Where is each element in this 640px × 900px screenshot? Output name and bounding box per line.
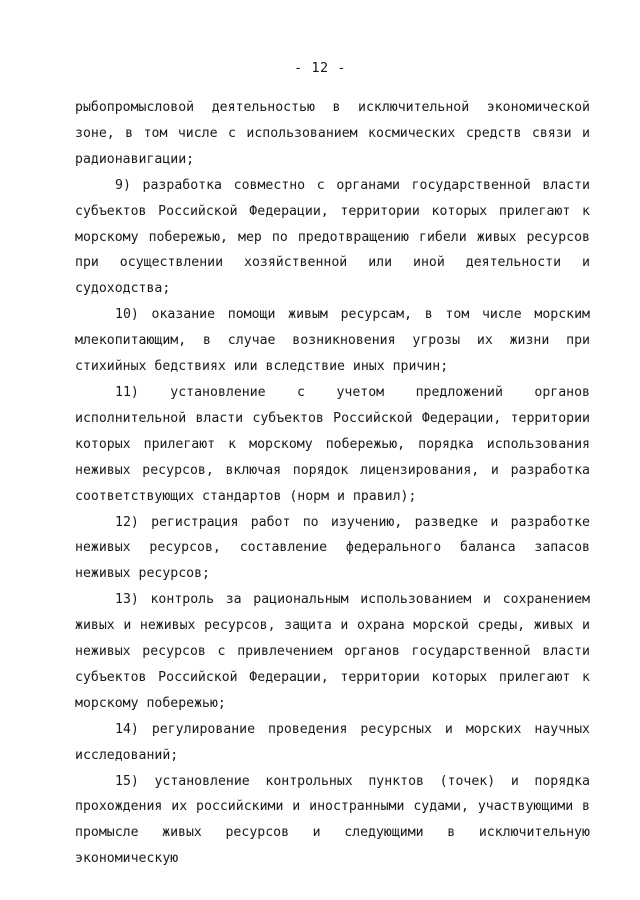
paragraph-item-9: 9) разработка совместно с органами государственной власти субъектов Российской Федерации, территории которых прилегают к морскому побережью, мер по предотвращению гибели живых ресурсов при осуществлении хозяйственной или иной деятельности и судоходства; [75, 177, 590, 297]
page-number: - 12 - [294, 60, 346, 76]
paragraph-item-14: 14) регулирование проведения ресурсных и морских научных исследований; [75, 721, 590, 763]
paragraph-continuation: рыбопромысловой деятельностью в исключительной экономической зоне, в том числе с использованием космических средств связи и радионавигации; [75, 100, 590, 167]
paragraph-item-15: 15) установление контрольных пунктов (точек) и порядка прохождения их российскими и иностранными судами, участвующими в промысле живых ресурсов и следующими в исключительную экономическую [75, 773, 590, 867]
document-body [75, 95, 590, 872]
paragraph-item-12: 12) регистрация работ по изучению, разведке и разработке неживых ресурсов, составление федерального баланса запасов неживых ресурсов; [75, 514, 590, 582]
paragraph-item-11: 11) установление с учетом предложений органов исполнительной власти субъектов Российской Федерации, территории которых прилегают к морскому побережью, порядка использования неживых ресурсов, включая порядок лицензирования, и разработка соответствующих стандартов (норм и правил); [75, 384, 590, 504]
paragraph-item-10: 10) оказание помощи живым ресурсам, в том числе морским млекопитающим, в случае возникновения угрозы их жизни при стихийных бедствиях или вследствие иных причин; [75, 307, 590, 375]
paragraph-item-13: 13) контроль за рациональным использованием и сохранением живых и неживых ресурсов, защита и охрана морской среды, живых и неживых ресурсов с привлечением органов государственной власти субъектов Российской Федерации, территории которых прилегают к морскому побережью; [75, 592, 590, 711]
